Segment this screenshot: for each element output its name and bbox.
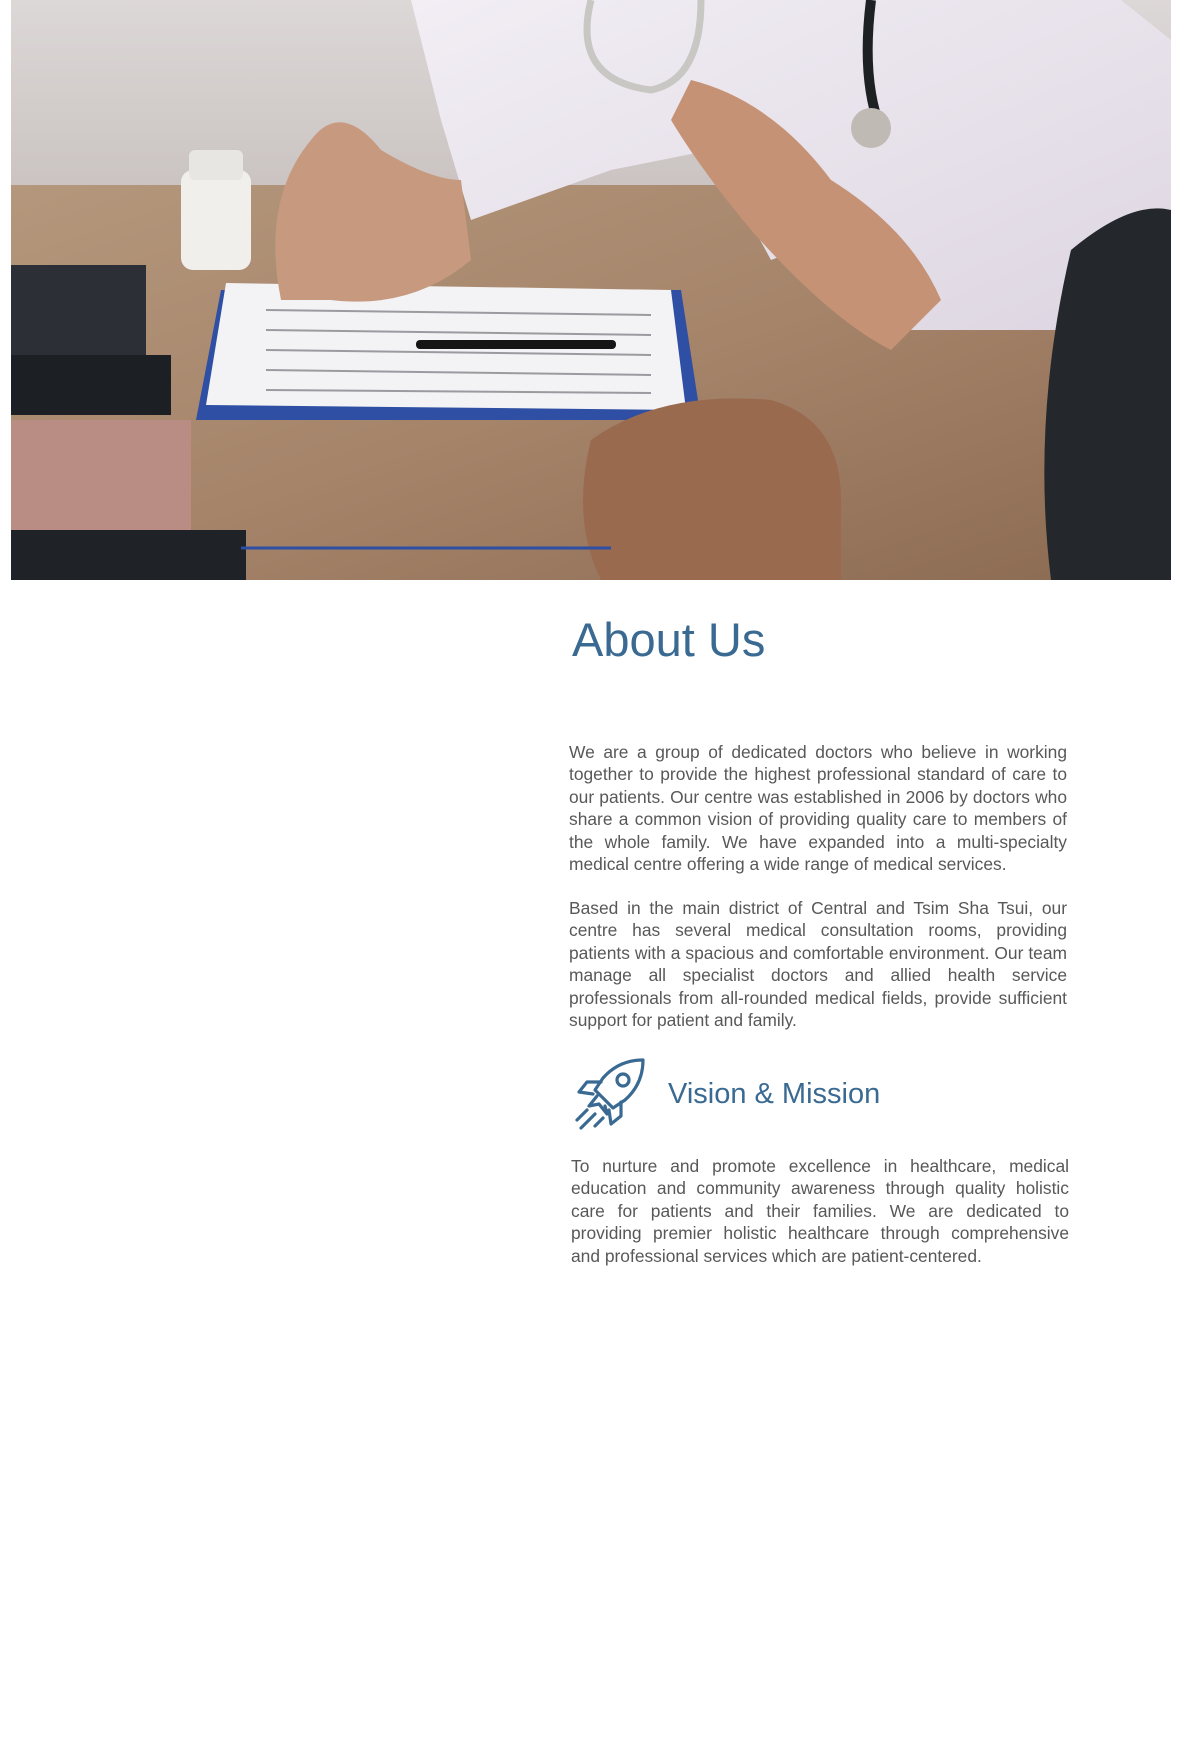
about-paragraph-2: Based in the main district of Central and Tsim Sha Tsui, our centre has several medical consultation rooms, providing patients with a spacious and comfortable environment. Our team manage all specialist doctors and allied health service professionals from all-rounded medical fields, provide sufficient support for patient and family. [569,898,1067,1031]
about-us-title: About Us [572,613,766,666]
about-paragraph-1: We are a group of dedicated doctors who believe in working together to provide the highest professional standard of care to our patients. Our centre was established in 2006 by doctors who share a common vision of providing quality care to members of the whole family. We have expanded into a multi-specialty medical centre offering a wide range of medical services. [569,742,1067,875]
vision-mission-text: To nurture and promote excellence in healthcare, medical education and community awareness through quality holistic care for patients and their families. We are dedicated to providing premier holistic healthcare through comprehensive and professional services which are patient-centered. [571,1156,1069,1266]
vision-mission-title: Vision & Mission [668,1078,881,1110]
rocket-icon [571,1056,647,1132]
hero-photo [11,0,1171,580]
